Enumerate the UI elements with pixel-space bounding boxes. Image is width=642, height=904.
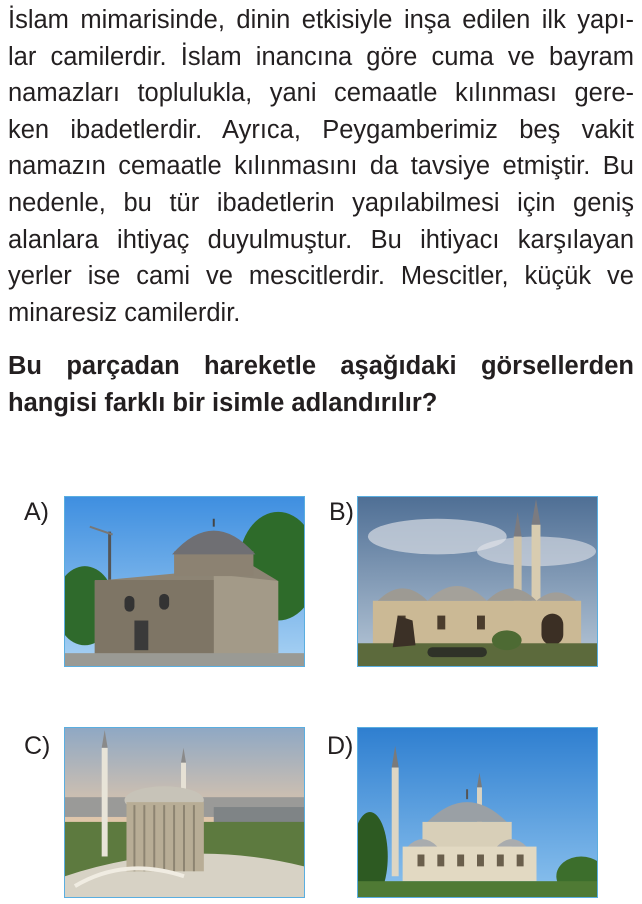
passage-line: nedenle, bu tür ibadetlerin yapılabilmesi için geniş bbox=[8, 188, 634, 217]
passage-line: namazın cemaatle kılınmasını da tavsiye etmiştir. Bu bbox=[8, 152, 634, 181]
passage-line: alanlara ihtiyaç duyulmuştur. Bu ihtiyacı karşılayan bbox=[8, 225, 634, 254]
ottoman-mosque-photo bbox=[358, 728, 597, 897]
mescit-photo bbox=[65, 497, 304, 666]
modern-mosque-photo bbox=[65, 728, 304, 897]
option-d-image[interactable] bbox=[357, 727, 598, 898]
option-a-label[interactable]: A) bbox=[24, 498, 49, 526]
passage-line: yerler ise cami ve mescitlerdir. Mescitler, küçük ve bbox=[8, 262, 634, 291]
question-stem bbox=[8, 348, 634, 421]
multi-domed-mosque-photo bbox=[358, 497, 597, 666]
option-b-image[interactable] bbox=[357, 496, 598, 667]
passage-line: ken ibadetlerdir. Ayrıca, Peygamberimiz beş vakit bbox=[8, 115, 634, 144]
passage-line: lar camilerdir. İslam inancına göre cuma ve bayram bbox=[8, 42, 634, 71]
option-c-label[interactable]: C) bbox=[24, 732, 51, 760]
passage-line: minaresiz camilerdir. bbox=[8, 298, 241, 327]
question-line: hangisi farklı bir isimle adlandırılır? bbox=[8, 388, 438, 417]
passage-line: İslam mimarisinde, dinin etkisiyle inşa edilen ilk yapı- bbox=[8, 6, 634, 34]
option-b-label[interactable]: B) bbox=[329, 498, 354, 526]
passage-line: namazları toplulukla, yani cemaatle kılınması gere- bbox=[8, 79, 634, 108]
option-d-label[interactable]: D) bbox=[327, 732, 354, 760]
option-a-image[interactable] bbox=[64, 496, 305, 667]
question-line: Bu parçadan hareketle aşağıdaki görsellerden bbox=[8, 352, 634, 380]
passage bbox=[8, 2, 634, 331]
option-c-image[interactable] bbox=[64, 727, 305, 898]
